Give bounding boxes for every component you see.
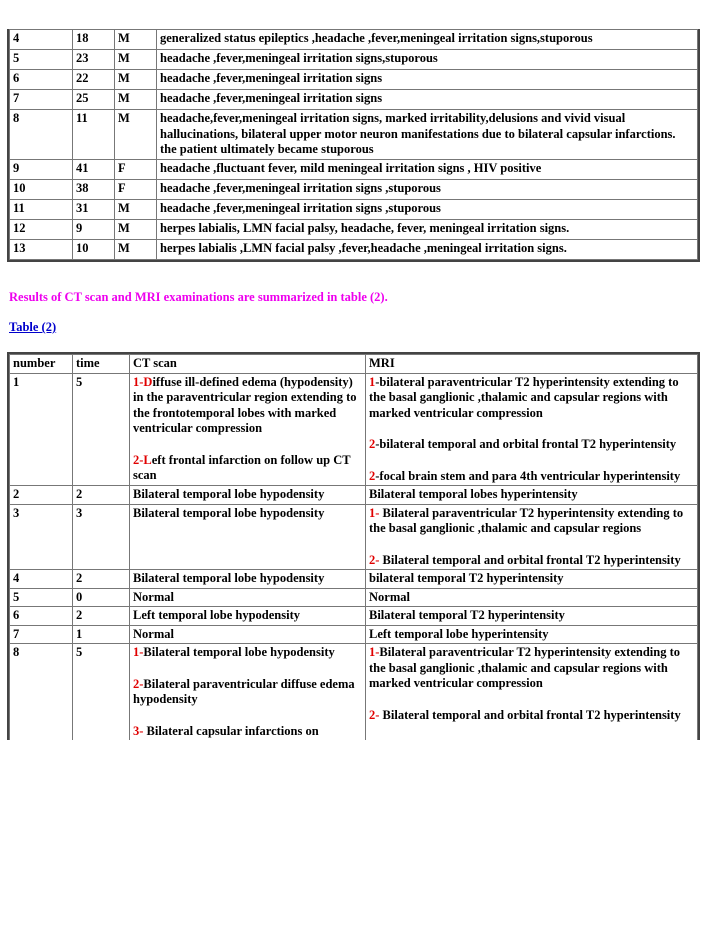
ct-finding [133, 677, 362, 708]
finding-text: Bilateral paraventricular T2 hyperintensity extending to the basal ganglionic ,thalamic and capsular regions with marked ventricular compression [369, 645, 680, 690]
header-mri: MRI [365, 354, 698, 373]
cell-mri: Bilateral temporal lobes hyperintensity [365, 485, 698, 504]
table-row [9, 569, 698, 588]
finding-marker: 1 [369, 374, 376, 389]
mri-finding [369, 469, 694, 485]
cell-symptoms: headache,fever,meningeal irritation signs, marked irritability,delusions and vivid visual hallucinations, bilateral upper motor neuron manifestations due to bilateral capsular infarctions. the patient ultimately became stuporous [156, 109, 698, 159]
mri-finding [369, 708, 694, 724]
table-row [9, 643, 698, 740]
cell-age: 9 [72, 219, 114, 239]
header-number: number [9, 354, 72, 373]
cell-ct-scan: Bilateral temporal lobe hypodensity [129, 485, 365, 504]
finding-marker: 1- [133, 645, 144, 659]
clinical-features-table-body [9, 29, 698, 260]
header-ct-scan: CT scan [129, 354, 365, 373]
cell-age: 22 [72, 69, 114, 89]
cell-time: 2 [72, 606, 129, 625]
cell-symptoms: headache ,fever,meningeal irritation signs ,stuporous [156, 179, 698, 199]
summary-text: Results of CT scan and MRI examinations are summarized in table (2). [9, 290, 388, 304]
mri-finding [369, 375, 694, 422]
finding-marker: 1- [369, 645, 380, 659]
finding-text: eft frontal infarction on follow up CT scan [133, 452, 351, 482]
cell-number: 13 [9, 239, 72, 260]
cell-sex: M [114, 89, 156, 109]
cell-age: 10 [72, 239, 114, 260]
cell-sex: M [114, 69, 156, 89]
cell-mri: bilateral temporal T2 hyperintensity [365, 569, 698, 588]
cell-sex: M [114, 29, 156, 49]
cell-sex: M [114, 239, 156, 260]
finding-marker: 2- [369, 552, 380, 567]
table-row [9, 485, 698, 504]
cell-number: 7 [9, 89, 72, 109]
cell-number: 10 [9, 179, 72, 199]
cell-number: 1 [9, 373, 72, 486]
table-row [9, 373, 698, 486]
cell-ct-scan: Bilateral temporal lobe hypodensity [129, 504, 365, 570]
table-row [9, 69, 698, 89]
finding-marker: 2- [133, 676, 144, 691]
cell-number: 4 [9, 569, 72, 588]
ct-finding [133, 453, 362, 484]
table-row [9, 219, 698, 239]
table-row [9, 199, 698, 219]
cell-time: 5 [72, 643, 129, 740]
cell-sex: F [114, 159, 156, 179]
cell-ct-scan: Normal [129, 588, 365, 607]
table-row [9, 89, 698, 109]
cell-symptoms: herpes labialis, LMN facial palsy, headache, fever, meningeal irritation signs. [156, 219, 698, 239]
cell-symptoms: headache ,fluctuant fever, mild meningeal irritation signs , HIV positive [156, 159, 698, 179]
cell-number: 9 [9, 159, 72, 179]
table-header-row [9, 354, 698, 373]
cell-age: 41 [72, 159, 114, 179]
cell-ct-scan [129, 373, 365, 486]
cell-number: 8 [9, 109, 72, 159]
finding-text: Bilateral temporal and orbital frontal T2 hyperintensity [379, 707, 681, 722]
cell-symptoms: headache ,fever,meningeal irritation signs,stuporous [156, 49, 698, 69]
table-row [9, 49, 698, 69]
header-time: time [72, 354, 129, 373]
cell-number: 3 [9, 504, 72, 570]
finding-marker: 2 [369, 468, 376, 483]
finding-marker: 2 [369, 437, 376, 451]
table-row [9, 109, 698, 159]
cell-time: 5 [72, 373, 129, 486]
cell-ct-scan [129, 643, 365, 740]
finding-text: iffuse ill-defined edema (hypodensity) in the paraventricular region extending to the frontotemporal lobes with marked ventricular compression [133, 374, 357, 435]
table-row [9, 606, 698, 625]
cell-time: 0 [72, 588, 129, 607]
cell-number: 8 [9, 643, 72, 740]
finding-text: Bilateral temporal lobe hypodensity [143, 645, 335, 659]
finding-marker: 2-L [133, 452, 152, 467]
cell-sex: M [114, 219, 156, 239]
cell-symptoms: headache ,fever,meningeal irritation signs [156, 69, 698, 89]
mri-finding [369, 437, 694, 453]
finding-marker: 2- [369, 707, 380, 722]
ct-finding [133, 375, 362, 437]
table-row [9, 504, 698, 570]
cell-number: 5 [9, 49, 72, 69]
cell-number: 6 [9, 69, 72, 89]
cell-age: 11 [72, 109, 114, 159]
cell-number: 2 [9, 485, 72, 504]
cell-age: 23 [72, 49, 114, 69]
cell-mri [365, 643, 698, 740]
cell-age: 38 [72, 179, 114, 199]
finding-text: Bilateral paraventricular diffuse edema hypodensity [133, 676, 355, 706]
cell-symptoms: headache ,fever,meningeal irritation signs [156, 89, 698, 109]
finding-text: -bilateral temporal and orbital frontal T2 hyperintensity [375, 437, 677, 451]
finding-marker: 1- [369, 505, 380, 520]
cell-number: 11 [9, 199, 72, 219]
finding-marker: 1-D [133, 374, 153, 389]
cell-number: 5 [9, 588, 72, 607]
mri-finding [369, 553, 694, 569]
ct-finding [133, 645, 362, 661]
finding-text: Bilateral paraventricular T2 hyperintensity extending to the basal ganglionic ,thalamic and capsular regions [369, 505, 684, 535]
finding-marker: 3- [133, 723, 144, 738]
cell-time: 2 [72, 569, 129, 588]
cell-sex: M [114, 49, 156, 69]
table-2-caption[interactable]: Table (2) [9, 320, 57, 334]
finding-text: Bilateral capsular infarctions on [143, 723, 319, 738]
finding-text: -bilateral paraventricular T2 hyperintensity extending to the basal ganglionic ,thalamic and capsular regions with marked ventricular compression [369, 374, 679, 420]
cell-mri [365, 504, 698, 570]
cell-sex: M [114, 109, 156, 159]
finding-text: Bilateral temporal and orbital frontal T2 hyperintensity [379, 552, 681, 567]
cell-sex: M [114, 199, 156, 219]
mri-finding [369, 506, 694, 537]
cell-ct-scan: Bilateral temporal lobe hypodensity [129, 569, 365, 588]
cell-time: 1 [72, 625, 129, 644]
finding-text: -focal brain stem and para 4th ventricular hyperintensity [375, 468, 681, 483]
cell-sex: F [114, 179, 156, 199]
cell-mri: Left temporal lobe hyperintensity [365, 625, 698, 644]
cell-symptoms: herpes labialis ,LMN facial palsy ,fever,headache ,meningeal irritation signs. [156, 239, 698, 260]
cell-ct-scan: Left temporal lobe hypodensity [129, 606, 365, 625]
table-row [9, 29, 698, 49]
table-row [9, 239, 698, 260]
table-row [9, 179, 698, 199]
ct-finding [133, 724, 362, 740]
cell-number: 6 [9, 606, 72, 625]
cell-number: 4 [9, 29, 72, 49]
ct-mri-table [7, 352, 700, 740]
table-row [9, 625, 698, 644]
clinical-features-table [7, 29, 700, 262]
cell-age: 25 [72, 89, 114, 109]
mri-finding [369, 645, 694, 692]
cell-symptoms: generalized status epileptics ,headache ,fever,meningeal irritation signs,stuporous [156, 29, 698, 49]
cell-ct-scan: Normal [129, 625, 365, 644]
cell-age: 18 [72, 29, 114, 49]
table-row [9, 588, 698, 607]
cell-time: 2 [72, 485, 129, 504]
cell-symptoms: headache ,fever,meningeal irritation signs ,stuporous [156, 199, 698, 219]
cell-mri [365, 373, 698, 486]
cell-mri: Bilateral temporal T2 hyperintensity [365, 606, 698, 625]
table-row [9, 159, 698, 179]
cell-age: 31 [72, 199, 114, 219]
cell-mri: Normal [365, 588, 698, 607]
cell-number: 12 [9, 219, 72, 239]
cell-time: 3 [72, 504, 129, 570]
cell-number: 7 [9, 625, 72, 644]
